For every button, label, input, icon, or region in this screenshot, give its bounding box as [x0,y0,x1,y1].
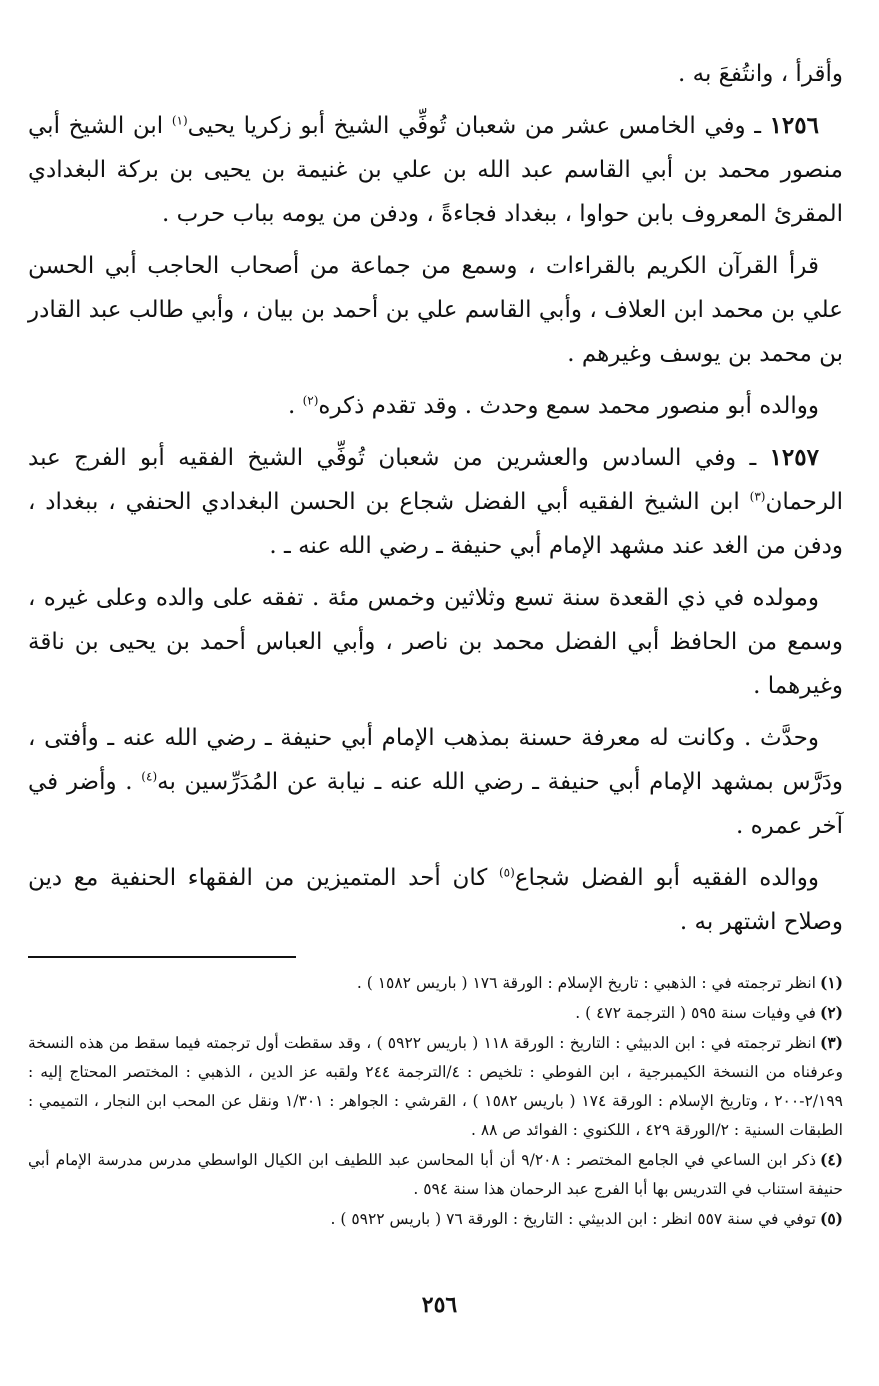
paragraph [28,244,843,376]
footnote-separator [28,956,296,958]
footnote-ref-1[interactable]: (١) [171,113,188,128]
entry-text: ـ وفي السادس والعشرين من شعبان تُوفِّي الشيخ الفقيه أبو الفرج عبد الرحمان [28,445,843,515]
footnote-text: انظر ترجمته في : الذهبي : تاريخ الإسلام : الورقة ١٧٦ ( باريس ١٥٨٢ ) . [356,974,816,992]
entry-number: ١٢٥٦ [769,112,819,139]
page-number: ٢٥٦ [421,1292,458,1318]
footnote-1 [28,968,843,998]
footnote-mark: (٢) [819,1003,843,1022]
footnote-4 [28,1145,843,1204]
page-body [28,52,843,1234]
paragraph-text: قرأ القرآن الكريم بالقراءات ، وسمع من جماعة من أصحاب الحاجب أبي الحسن علي بن محمد ابن العلاف ، وأبي القاسم علي بن أحمد بن بيان ، وأبي طالب عبد القادر بن محمد بن يوسف وغيرهم . [28,253,843,367]
paragraph-text: كان أحد المتميزين من الفقهاء الحنفية مع دين وصلاح اشتهر به . [28,865,843,935]
footnote-text: توفي في سنة ٥٥٧ انظر : ابن الدبيثي : التاريخ : الورقة ٧٦ ( باريس ٥٩٢٢ ) . [330,1210,816,1228]
footnote-mark: (٥) [819,1209,843,1228]
footnote-5 [28,1204,843,1234]
paragraph-text: وأقرأ ، وانتُفعَ به . [678,61,843,87]
footnote-ref-2[interactable]: (٢) [302,393,319,408]
paragraph [28,384,843,428]
entry-number: ١٢٥٧ [769,444,819,471]
footnote-mark: (٣) [820,1033,844,1052]
footnote-2 [28,998,843,1028]
footnote-text: في وفيات سنة ٥٩٥ ( الترجمة ٤٧٢ ) . [575,1004,816,1022]
footnote-mark: (٤) [820,1150,844,1169]
paragraph [28,716,843,848]
footnote-ref-5[interactable]: (٥) [498,865,515,880]
footnote-text: ذكر ابن الساعي في الجامع المختصر : ٩/٢٠٨ أن أبا المحاسن عبد اللطيف ابن الكيال الواسطي مدرس مدرسة الإمام أبي حنيفة استناب في التدريس بها أبا الفرج عبد الرحمان هذا سنة ٥٩٤ . [28,1151,843,1198]
entry-text: ابن الشيخ الفقيه أبي الفضل شجاع بن الحسن البغدادي الحنفي ، ببغداد ، ودفن من الغد عند مشهد الإمام أبي حنيفة ـ رضي الله عنه ـ . [28,489,843,559]
entry-text: ـ وفي الخامس عشر من شعبان تُوفِّي الشيخ أبو زكريا يحيى [187,113,770,139]
paragraph-text: وحدَّث . وكانت له معرفة حسنة بمذهب الإمام أبي حنيفة ـ رضي الله عنه ـ وأفتى ، ودَرَّس بمشهد الإمام أبي حنيفة ـ رضي الله عنه ـ نيابة عن المُدَرِّسين به [28,725,843,795]
paragraph-text: ووالده الفقيه أبو الفضل شجاع [514,865,820,891]
footnote-ref-4[interactable]: (٤) [141,769,158,784]
entry-1256 [28,104,843,236]
paragraph [28,856,843,944]
footnote-mark: (١) [819,973,843,992]
paragraph-text: ومولده في ذي القعدة سنة تسع وثلاثين وخمس مئة . تفقه على والده وعلى غيره ، وسمع من الحافظ أبي الفضل محمد بن ناصر ، وأبي العباس أحمد بن يحيى بن ناقة وغيرهما . [28,585,843,699]
paragraph [28,576,843,708]
footnote-text: انظر ترجمته في : ابن الدبيثي : التاريخ : الورقة ١١٨ ( باريس ٥٩٢٢ ) ، وقد سقطت أول ترجمته فيما سقط من هذه النسخة وعرفناه من النسخة الكيمبرجية ، ابن الفوطي : تلخيص : ٤/الترجمة ٢٤٤ ولقبه عز الدين ، الذهبي : المختصر المحتاج إليه : ٢/١٩٩-٢٠٠ ، وتاريخ الإسلام : الورقة ١٧٤ ( باريس ١٥٨٢ ) ، القرشي : الجواهر : ١/٣٠١ ونقل عن المحب ابن النجار ، التميمي : الطبقات السنية : ٢/الورقة ٤٢٩ ، اللكنوي : الفوائد ص ٨٨ . [28,1034,843,1139]
paragraph-continuation [28,52,843,96]
paragraph-text: . وأضر في آخر عمره . [28,769,843,839]
paragraph-text: ووالده أبو منصور محمد سمع وحدث . وقد تقدم ذكره [318,393,819,419]
footnotes [28,968,843,1234]
footnote-ref-3[interactable]: (٣) [749,489,766,504]
paragraph-text: . [287,393,303,419]
entry-text: ابن الشيخ أبي منصور محمد بن أبي القاسم عبد الله بن علي بن غنيمة بن يحيى بن بركة البغدادي المقرئ المعروف بابن حواوا ، ببغداد فجاءةً ، ودفن من يومه بباب حرب . [28,113,843,227]
footnote-3 [28,1028,843,1145]
entry-1257 [28,436,843,568]
